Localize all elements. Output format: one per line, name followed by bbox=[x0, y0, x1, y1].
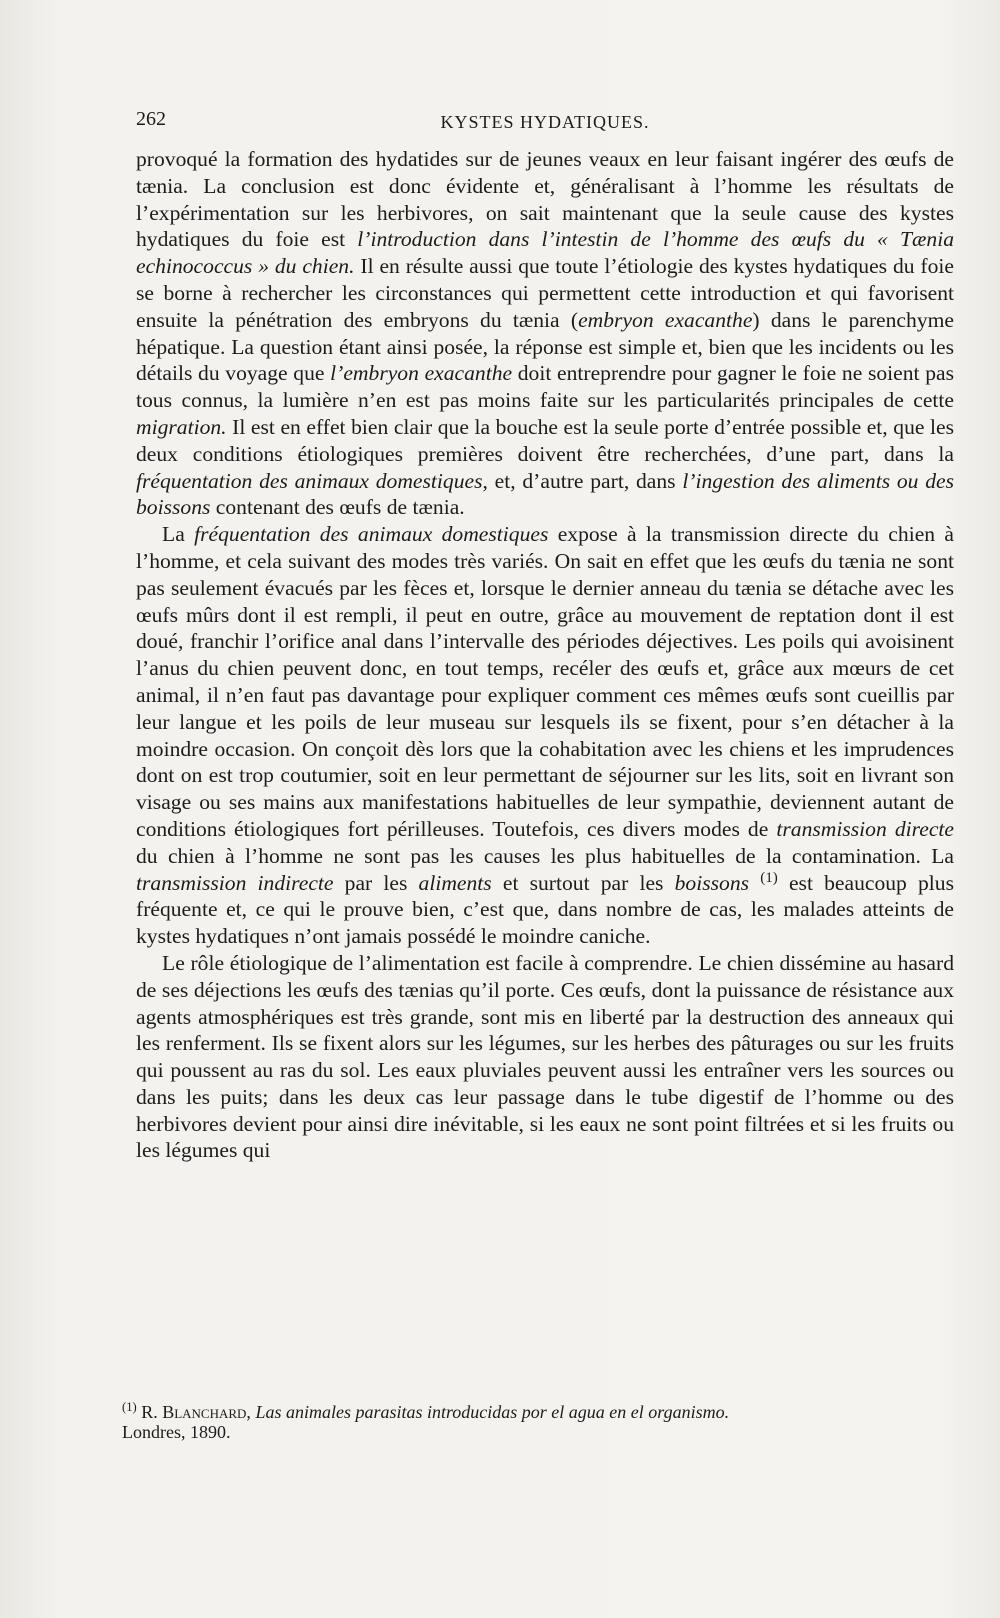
footnote bbox=[122, 1402, 954, 1442]
footnote-place-date: Londres, 1890. bbox=[122, 1422, 231, 1442]
page-header bbox=[136, 108, 954, 138]
footnote-reference[interactable]: (1) bbox=[760, 869, 778, 886]
footnote-title: Las animales parasitas introducidas por el agua en el organismo. bbox=[255, 1402, 730, 1422]
page-number: 262 bbox=[136, 108, 166, 130]
footnote-author: Blanchard, bbox=[162, 1402, 251, 1422]
paragraph-1: provoqué la formation des hydatides sur de jeunes veaux en leur faisant ingérer des œufs de tænia. La conclusion est donc évidente et, généralisant à l’homme les résultats de l’expérimentation sur les herbivores, on sait maintenant que la seule cause des kystes hydatiques du foie est l’introduction dans l’intestin de l’homme des œufs du « Tænia echinococcus » du chien. Il en résulte aussi que toute l’étiologie des kystes hydatiques du foie se borne à rechercher les circonstances qui permettent cette introduction et qui favorisent ensuite la pénétration des embryons du tænia (embryon exacanthe) dans le parenchyme hépatique. La question étant ainsi posée, la réponse est simple et, bien que les incidents ou les détails du voyage que l’embryon exacanthe doit entreprendre pour gagner le foie ne soient pas tous connus, la lumière n’en est pas moins faite sur les particularités principales de cette migration. Il est en effet bien clair que la bouche est la seule porte d’entrée possible et, que les deux conditions étiologiques premières doivent être recherchées, d’une part, dans la fréquentation des animaux domestiques, et, d’autre part, dans l’ingestion des aliments ou des boissons contenant des œufs de tænia. bbox=[136, 147, 954, 520]
running-title: KYSTES HYDATIQUES. bbox=[440, 112, 650, 132]
footnote-author-initial: R. bbox=[141, 1402, 158, 1422]
body-text bbox=[136, 146, 954, 1164]
paragraph-2: La fréquentation des animaux domestiques expose à la transmission directe du chien à l’homme, et cela suivant des modes très variés. On sait en effet que les œufs du tænia ne sont pas seulement évacués par les fèces et, lorsque le dernier anneau du tænia se détache avec les œufs mûrs dont il est rempli, il peut en outre, grâce au mouvement de reptation dont il est doué, franchir l’orifice anal dans l’intervalle des périodes déjectives. Les poils qui avoisinent l’anus du chien peuvent donc, en tout temps, recéler des œufs et, grâce aux mœurs de cet animal, il n’en faut pas davantage pour expliquer comment ces mêmes œufs sont cueillis par leur langue et les poils de leur museau sur lesquels ils se fixent, pour s’en détacher à la moindre occasion. On conçoit dès lors que la cohabitation avec les chiens et les imprudences dont on est trop coutumier, soit en leur permettant de séjourner sur les lits, soit en livrant son visage ou ses mains aux manifestations habituelles de leur sympathie, deviennent autant de conditions étiologiques fort périlleuses. Toutefois, ces divers modes de transmission directe du chien à l’homme ne sont pas les causes les plus habituelles de la contamination. La transmission indirecte par les aliments et surtout par les boissons $^{(1)}$ est beaucoup plus fréquente et, ce qui le prouve bien, c’est que, dans nombre de cas, les malades atteints de kystes hydatiques n’ont jamais possédé le moindre caniche. bbox=[136, 522, 954, 949]
footnote-mark: (1) bbox=[122, 1400, 137, 1414]
paragraph-3: Le rôle étiologique de l’alimentation est facile à comprendre. Le chien dissémine au hasard de ses déjections les œufs des tænias qu’il porte. Ces œufs, dont la puissance de résistance aux agents atmosphériques est très grande, sont mis en liberté par la destruction des anneaux qui les renferment. Ils se fixent alors sur les légumes, sur les herbes des pâturages ou sur les fruits qui poussent au ras du sol. Les eaux pluviales peuvent aussi les entraîner vers les sources ou dans les puits; dans les deux cas leur passage dans le tube digestif de l’homme ou des herbivores devient pour ainsi dire inévitable, si les eaux ne sont point filtrées et si les fruits ou les légumes qui bbox=[136, 950, 954, 1163]
